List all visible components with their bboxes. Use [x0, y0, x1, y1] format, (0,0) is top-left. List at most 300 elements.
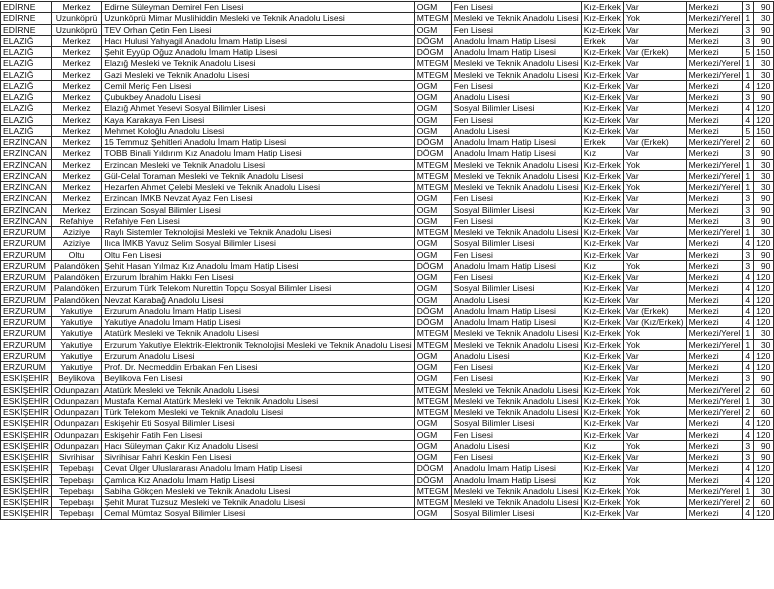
- table-row: [1, 182, 774, 193]
- province-cell: ERZİNCAN: [1, 159, 52, 170]
- school-type-cell: Anadolu Lisesi: [451, 350, 581, 361]
- quota-cell: 30: [754, 182, 774, 193]
- quota-cell: 150: [754, 125, 774, 136]
- student-gender-cell: Kız-Erkek: [581, 204, 623, 215]
- school-name-cell: Kaya Karakaya Fen Lisesi: [102, 114, 414, 125]
- district-cell: Aziziye: [51, 227, 101, 238]
- directorate-cell: OGM: [414, 272, 451, 283]
- dormitory-cell: Var: [623, 373, 686, 384]
- directorate-cell: MTEGM: [414, 182, 451, 193]
- dormitory-cell: Yok: [623, 440, 686, 451]
- class-count-cell: 5: [743, 47, 754, 58]
- directorate-cell: MTEGM: [414, 395, 451, 406]
- school-name-cell: Erzincan İMKB Nevzat Ayaz Fen Lisesi: [102, 193, 414, 204]
- school-name-cell: Erzincan Sosyal Bilimler Lisesi: [102, 204, 414, 215]
- directorate-cell: OGM: [414, 440, 451, 451]
- district-cell: Merkez: [51, 204, 101, 215]
- student-gender-cell: Kız-Erkek: [581, 114, 623, 125]
- placement-type-cell: Merkezi/Yerel: [686, 182, 743, 193]
- school-name-cell: Sabiha Gökçen Mesleki ve Teknik Anadolu Lisesi: [102, 485, 414, 496]
- dormitory-cell: Var: [623, 350, 686, 361]
- placement-type-cell: Merkezi: [686, 47, 743, 58]
- province-cell: EDİRNE: [1, 13, 52, 24]
- province-cell: ERZURUM: [1, 249, 52, 260]
- student-gender-cell: Kız: [581, 260, 623, 271]
- class-count-cell: 4: [743, 294, 754, 305]
- table-row: [1, 227, 774, 238]
- district-cell: Palandöken: [51, 272, 101, 283]
- placement-type-cell: Merkezi: [686, 294, 743, 305]
- dormitory-cell: Var: [623, 2, 686, 13]
- school-type-cell: Fen Lisesi: [451, 114, 581, 125]
- school-name-cell: Elazığ Mesleki ve Teknik Anadolu Lisesi: [102, 58, 414, 69]
- quota-cell: 30: [754, 485, 774, 496]
- school-type-cell: Fen Lisesi: [451, 2, 581, 13]
- dormitory-cell: Var: [623, 114, 686, 125]
- dormitory-cell: Yok: [623, 328, 686, 339]
- quota-cell: 30: [754, 339, 774, 350]
- district-cell: Merkez: [51, 35, 101, 46]
- student-gender-cell: Kız-Erkek: [581, 452, 623, 463]
- school-name-cell: Erzurum Anadolu İmam Hatip Lisesi: [102, 305, 414, 316]
- school-type-cell: Mesleki ve Teknik Anadolu Lisesi: [451, 395, 581, 406]
- student-gender-cell: Kız-Erkek: [581, 339, 623, 350]
- dormitory-cell: Yok: [623, 384, 686, 395]
- dormitory-cell: Var: [623, 362, 686, 373]
- placement-type-cell: Merkezi/Yerel: [686, 339, 743, 350]
- student-gender-cell: Kız-Erkek: [581, 92, 623, 103]
- directorate-cell: OGM: [414, 103, 451, 114]
- school-type-cell: Mesleki ve Teknik Anadolu Lisesi: [451, 13, 581, 24]
- class-count-cell: 4: [743, 474, 754, 485]
- table-row: [1, 328, 774, 339]
- district-cell: Yakutiye: [51, 317, 101, 328]
- student-gender-cell: Kız-Erkek: [581, 170, 623, 181]
- quota-cell: 120: [754, 463, 774, 474]
- dormitory-cell: Yok: [623, 407, 686, 418]
- placement-type-cell: Merkezi: [686, 373, 743, 384]
- dormitory-cell: Yok: [623, 182, 686, 193]
- quota-cell: 120: [754, 317, 774, 328]
- class-count-cell: 3: [743, 373, 754, 384]
- dormitory-cell: Var: [623, 80, 686, 91]
- school-name-cell: Gazi Mesleki ve Teknik Anadolu Lisesi: [102, 69, 414, 80]
- table-row: [1, 137, 774, 148]
- school-name-cell: Hezarfen Ahmet Çelebi Mesleki ve Teknik Anadolu Lisesi: [102, 182, 414, 193]
- student-gender-cell: Kız-Erkek: [581, 227, 623, 238]
- school-type-cell: Anadolu Lisesi: [451, 125, 581, 136]
- student-gender-cell: Kız-Erkek: [581, 47, 623, 58]
- student-gender-cell: Kız-Erkek: [581, 80, 623, 91]
- school-name-cell: Çamlıca Kız Anadolu İmam Hatip Lisesi: [102, 474, 414, 485]
- placement-type-cell: Merkezi: [686, 272, 743, 283]
- quota-cell: 120: [754, 350, 774, 361]
- school-name-cell: Prof. Dr. Necmeddin Erbakan Fen Lisesi: [102, 362, 414, 373]
- class-count-cell: 1: [743, 328, 754, 339]
- dormitory-cell: Var: [623, 463, 686, 474]
- directorate-cell: OGM: [414, 92, 451, 103]
- province-cell: ESKİŞEHİR: [1, 508, 52, 519]
- school-type-cell: Anadolu İmam Hatip Lisesi: [451, 305, 581, 316]
- province-cell: ERZİNCAN: [1, 204, 52, 215]
- school-type-cell: Fen Lisesi: [451, 80, 581, 91]
- directorate-cell: OGM: [414, 418, 451, 429]
- school-type-cell: Mesleki ve Teknik Anadolu Lisesi: [451, 69, 581, 80]
- school-name-cell: Erzurum Yakutiye Elektrik-Elektronik Teknolojisi Mesleki ve Teknik Anadolu Lisesi: [102, 339, 414, 350]
- district-cell: Merkez: [51, 193, 101, 204]
- placement-type-cell: Merkezi/Yerel: [686, 395, 743, 406]
- school-name-cell: Elazığ Ahmet Yesevi Sosyal Bilimler Lisesi: [102, 103, 414, 114]
- student-gender-cell: Kız-Erkek: [581, 294, 623, 305]
- district-cell: Yakutiye: [51, 339, 101, 350]
- school-name-cell: Cemil Meriç Fen Lisesi: [102, 80, 414, 91]
- class-count-cell: 3: [743, 2, 754, 13]
- dormitory-cell: Var: [623, 227, 686, 238]
- school-type-cell: Anadolu İmam Hatip Lisesi: [451, 474, 581, 485]
- table-row: [1, 283, 774, 294]
- directorate-cell: OGM: [414, 249, 451, 260]
- quota-cell: 120: [754, 294, 774, 305]
- school-name-cell: Mehmet Koloğlu Anadolu Lisesi: [102, 125, 414, 136]
- placement-type-cell: Merkezi: [686, 260, 743, 271]
- table-row: [1, 418, 774, 429]
- placement-type-cell: Merkezi: [686, 193, 743, 204]
- class-count-cell: 4: [743, 362, 754, 373]
- school-name-cell: Gül-Celal Toraman Mesleki ve Teknik Anadolu Lisesi: [102, 170, 414, 181]
- placement-type-cell: Merkezi/Yerel: [686, 170, 743, 181]
- directorate-cell: MTEGM: [414, 227, 451, 238]
- directorate-cell: OGM: [414, 429, 451, 440]
- school-type-cell: Mesleki ve Teknik Anadolu Lisesi: [451, 182, 581, 193]
- class-count-cell: 3: [743, 452, 754, 463]
- district-cell: Beylikova: [51, 373, 101, 384]
- province-cell: ERZURUM: [1, 238, 52, 249]
- district-cell: Merkez: [51, 92, 101, 103]
- school-type-cell: Anadolu İmam Hatip Lisesi: [451, 47, 581, 58]
- quota-cell: 90: [754, 193, 774, 204]
- class-count-cell: 4: [743, 114, 754, 125]
- placement-type-cell: Merkezi: [686, 215, 743, 226]
- directorate-cell: OGM: [414, 452, 451, 463]
- dormitory-cell: Var: [623, 92, 686, 103]
- directorate-cell: OGM: [414, 215, 451, 226]
- table-row: [1, 148, 774, 159]
- student-gender-cell: Kız-Erkek: [581, 13, 623, 24]
- school-type-cell: Anadolu Lisesi: [451, 92, 581, 103]
- dormitory-cell: Var (Kız/Erkek): [623, 317, 686, 328]
- table-row: [1, 58, 774, 69]
- quota-cell: 120: [754, 238, 774, 249]
- dormitory-cell: Var: [623, 452, 686, 463]
- district-cell: Odunpazarı: [51, 395, 101, 406]
- student-gender-cell: Kız-Erkek: [581, 463, 623, 474]
- directorate-cell: OGM: [414, 114, 451, 125]
- class-count-cell: 1: [743, 170, 754, 181]
- student-gender-cell: Kız-Erkek: [581, 249, 623, 260]
- district-cell: Aziziye: [51, 238, 101, 249]
- dormitory-cell: Yok: [623, 339, 686, 350]
- quota-cell: 120: [754, 80, 774, 91]
- district-cell: Yakutiye: [51, 305, 101, 316]
- directorate-cell: DÖGM: [414, 474, 451, 485]
- student-gender-cell: Kız-Erkek: [581, 508, 623, 519]
- quota-cell: 30: [754, 159, 774, 170]
- school-type-cell: Mesleki ve Teknik Anadolu Lisesi: [451, 159, 581, 170]
- placement-type-cell: Merkezi: [686, 92, 743, 103]
- placement-type-cell: Merkezi: [686, 418, 743, 429]
- class-count-cell: 2: [743, 384, 754, 395]
- student-gender-cell: Kız-Erkek: [581, 58, 623, 69]
- directorate-cell: MTEGM: [414, 13, 451, 24]
- dormitory-cell: Yok: [623, 13, 686, 24]
- class-count-cell: 3: [743, 92, 754, 103]
- school-type-cell: Mesleki ve Teknik Anadolu Lisesi: [451, 227, 581, 238]
- dormitory-cell: Var: [623, 58, 686, 69]
- quota-cell: 120: [754, 272, 774, 283]
- province-cell: ERZİNCAN: [1, 182, 52, 193]
- school-type-cell: Sosyal Bilimler Lisesi: [451, 418, 581, 429]
- province-cell: ERZURUM: [1, 305, 52, 316]
- province-cell: ESKİŞEHİR: [1, 395, 52, 406]
- school-name-cell: Şehit Murat Tuzsuz Mesleki ve Teknik Anadolu Lisesi: [102, 497, 414, 508]
- student-gender-cell: Kız-Erkek: [581, 350, 623, 361]
- province-cell: ERZURUM: [1, 272, 52, 283]
- school-name-cell: Erzincan Mesleki ve Teknik Anadolu Lisesi: [102, 159, 414, 170]
- district-cell: Odunpazarı: [51, 418, 101, 429]
- school-name-cell: Eskişehir Eti Sosyal Bilimler Lisesi: [102, 418, 414, 429]
- school-name-cell: Nevzat Karabağ Anadolu Lisesi: [102, 294, 414, 305]
- school-name-cell: Atatürk Mesleki ve Teknik Anadolu Lisesi: [102, 328, 414, 339]
- class-count-cell: 4: [743, 272, 754, 283]
- student-gender-cell: Kız-Erkek: [581, 328, 623, 339]
- table-row: [1, 249, 774, 260]
- quota-cell: 60: [754, 497, 774, 508]
- quota-cell: 90: [754, 148, 774, 159]
- school-name-cell: Hacı Süleyman Çakır Kız Anadolu Lisesi: [102, 440, 414, 451]
- dormitory-cell: Var: [623, 103, 686, 114]
- student-gender-cell: Kız-Erkek: [581, 215, 623, 226]
- directorate-cell: OGM: [414, 350, 451, 361]
- dormitory-cell: Var: [623, 204, 686, 215]
- school-name-cell: Erzurum Türk Telekom Nurettin Topçu Sosyal Bilimler Lisesi: [102, 283, 414, 294]
- province-cell: ELAZIĞ: [1, 114, 52, 125]
- school-name-cell: Şehit Hasan Yılmaz Kız Anadolu İmam Hatip Lisesi: [102, 260, 414, 271]
- province-cell: ESKİŞEHİR: [1, 407, 52, 418]
- directorate-cell: DÖGM: [414, 47, 451, 58]
- dormitory-cell: Var: [623, 283, 686, 294]
- school-name-cell: Edirne Süleyman Demirel Fen Lisesi: [102, 2, 414, 13]
- district-cell: Odunpazarı: [51, 384, 101, 395]
- table-row: [1, 508, 774, 519]
- placement-type-cell: Merkezi/Yerel: [686, 384, 743, 395]
- table-row: [1, 13, 774, 24]
- class-count-cell: 4: [743, 418, 754, 429]
- table-row: [1, 429, 774, 440]
- province-cell: ESKİŞEHİR: [1, 463, 52, 474]
- dormitory-cell: Var: [623, 193, 686, 204]
- province-cell: ERZİNCAN: [1, 193, 52, 204]
- school-name-cell: 15 Temmuz Şehitleri Anadolu İmam Hatip Lisesi: [102, 137, 414, 148]
- directorate-cell: OGM: [414, 283, 451, 294]
- class-count-cell: 3: [743, 249, 754, 260]
- quota-cell: 90: [754, 2, 774, 13]
- school-type-cell: Anadolu Lisesi: [451, 440, 581, 451]
- table-row: [1, 384, 774, 395]
- school-type-cell: Fen Lisesi: [451, 452, 581, 463]
- placement-type-cell: Merkezi: [686, 283, 743, 294]
- placement-type-cell: Merkezi: [686, 148, 743, 159]
- dormitory-cell: Var: [623, 249, 686, 260]
- student-gender-cell: Kız-Erkek: [581, 182, 623, 193]
- placement-type-cell: Merkezi/Yerel: [686, 137, 743, 148]
- quota-cell: 90: [754, 24, 774, 35]
- student-gender-cell: Kız: [581, 148, 623, 159]
- placement-type-cell: Merkezi/Yerel: [686, 485, 743, 496]
- province-cell: EDİRNE: [1, 2, 52, 13]
- table-row: [1, 92, 774, 103]
- directorate-cell: MTEGM: [414, 159, 451, 170]
- district-cell: Odunpazarı: [51, 429, 101, 440]
- placement-type-cell: Merkezi: [686, 114, 743, 125]
- province-cell: ERZİNCAN: [1, 148, 52, 159]
- directorate-cell: MTEGM: [414, 170, 451, 181]
- province-cell: ERZURUM: [1, 362, 52, 373]
- school-name-cell: Erzurum İbrahim Hakkı Fen Lisesi: [102, 272, 414, 283]
- class-count-cell: 3: [743, 148, 754, 159]
- school-type-cell: Fen Lisesi: [451, 24, 581, 35]
- dormitory-cell: Yok: [623, 485, 686, 496]
- dormitory-cell: Yok: [623, 395, 686, 406]
- quota-cell: 90: [754, 440, 774, 451]
- table-row: [1, 159, 774, 170]
- district-cell: Uzunköprü: [51, 13, 101, 24]
- quota-cell: 120: [754, 103, 774, 114]
- class-count-cell: 2: [743, 137, 754, 148]
- directorate-cell: OGM: [414, 238, 451, 249]
- school-type-cell: Mesleki ve Teknik Anadolu Lisesi: [451, 58, 581, 69]
- placement-type-cell: Merkezi: [686, 2, 743, 13]
- directorate-cell: MTEGM: [414, 384, 451, 395]
- table-row: [1, 103, 774, 114]
- table-row: [1, 260, 774, 271]
- student-gender-cell: Kız-Erkek: [581, 497, 623, 508]
- placement-type-cell: Merkezi: [686, 24, 743, 35]
- table-row: [1, 47, 774, 58]
- placement-type-cell: Merkezi/Yerel: [686, 69, 743, 80]
- quota-cell: 120: [754, 508, 774, 519]
- table-row: [1, 272, 774, 283]
- school-type-cell: Fen Lisesi: [451, 272, 581, 283]
- directorate-cell: DÖGM: [414, 137, 451, 148]
- class-count-cell: 1: [743, 13, 754, 24]
- school-name-cell: Ilıca İMKB Yavuz Selim Sosyal Bilimler Lisesi: [102, 238, 414, 249]
- school-name-cell: Raylı Sistemler Teknolojisi Mesleki ve Teknik Anadolu Lisesi: [102, 227, 414, 238]
- student-gender-cell: Kız-Erkek: [581, 283, 623, 294]
- school-name-cell: Uzunköprü Mimar Muslihiddin Mesleki ve Teknik Anadolu Lisesi: [102, 13, 414, 24]
- class-count-cell: 1: [743, 182, 754, 193]
- directorate-cell: OGM: [414, 373, 451, 384]
- district-cell: Oltu: [51, 249, 101, 260]
- school-type-cell: Anadolu İmam Hatip Lisesi: [451, 137, 581, 148]
- placement-type-cell: Merkezi/Yerel: [686, 159, 743, 170]
- quota-cell: 120: [754, 305, 774, 316]
- school-type-cell: Mesleki ve Teknik Anadolu Lisesi: [451, 328, 581, 339]
- province-cell: ESKİŞEHİR: [1, 474, 52, 485]
- school-name-cell: Refahiye Fen Lisesi: [102, 215, 414, 226]
- table-row: [1, 350, 774, 361]
- province-cell: ERZURUM: [1, 350, 52, 361]
- table-row: [1, 463, 774, 474]
- quota-cell: 90: [754, 249, 774, 260]
- table-row: [1, 305, 774, 316]
- district-cell: Sivrihisar: [51, 452, 101, 463]
- province-cell: ESKİŞEHİR: [1, 452, 52, 463]
- directorate-cell: OGM: [414, 24, 451, 35]
- student-gender-cell: Kız: [581, 440, 623, 451]
- dormitory-cell: Yok: [623, 497, 686, 508]
- dormitory-cell: Var: [623, 272, 686, 283]
- student-gender-cell: Kız-Erkek: [581, 159, 623, 170]
- province-cell: ERZİNCAN: [1, 215, 52, 226]
- placement-type-cell: Merkezi: [686, 305, 743, 316]
- province-cell: ERZURUM: [1, 283, 52, 294]
- school-type-cell: Fen Lisesi: [451, 373, 581, 384]
- quota-cell: 30: [754, 69, 774, 80]
- placement-type-cell: Merkezi/Yerel: [686, 407, 743, 418]
- district-cell: Odunpazarı: [51, 407, 101, 418]
- class-count-cell: 2: [743, 407, 754, 418]
- dormitory-cell: Var: [623, 418, 686, 429]
- school-type-cell: Fen Lisesi: [451, 193, 581, 204]
- dormitory-cell: Var: [623, 429, 686, 440]
- placement-type-cell: Merkezi: [686, 103, 743, 114]
- quota-cell: 60: [754, 384, 774, 395]
- province-cell: ERZURUM: [1, 339, 52, 350]
- district-cell: Uzunköprü: [51, 24, 101, 35]
- quota-cell: 120: [754, 283, 774, 294]
- table-row: [1, 204, 774, 215]
- student-gender-cell: Kız-Erkek: [581, 485, 623, 496]
- school-type-cell: Anadolu İmam Hatip Lisesi: [451, 463, 581, 474]
- student-gender-cell: Kız-Erkek: [581, 2, 623, 13]
- school-name-cell: Şehit Eyyüp Oğuz Anadolu İmam Hatip Lisesi: [102, 47, 414, 58]
- school-type-cell: Fen Lisesi: [451, 362, 581, 373]
- placement-type-cell: Merkezi: [686, 508, 743, 519]
- district-cell: Palandöken: [51, 260, 101, 271]
- quota-cell: 60: [754, 137, 774, 148]
- province-cell: ELAZIĞ: [1, 103, 52, 114]
- dormitory-cell: Yok: [623, 474, 686, 485]
- table-row: [1, 395, 774, 406]
- school-name-cell: Cevat Ülger Uluslararası Anadolu İmam Hatip Lisesi: [102, 463, 414, 474]
- class-count-cell: 4: [743, 238, 754, 249]
- district-cell: Palandöken: [51, 294, 101, 305]
- school-name-cell: Atatürk Mesleki ve Teknik Anadolu Lisesi: [102, 384, 414, 395]
- placement-type-cell: Merkezi: [686, 249, 743, 260]
- class-count-cell: 4: [743, 283, 754, 294]
- school-name-cell: Hacı Hulusi Yahyagil Anadolu İmam Hatip Lisesi: [102, 35, 414, 46]
- district-cell: Merkez: [51, 159, 101, 170]
- directorate-cell: OGM: [414, 2, 451, 13]
- school-type-cell: Anadolu İmam Hatip Lisesi: [451, 260, 581, 271]
- class-count-cell: 3: [743, 215, 754, 226]
- school-type-cell: Fen Lisesi: [451, 215, 581, 226]
- placement-type-cell: Merkezi: [686, 350, 743, 361]
- placement-type-cell: Merkezi: [686, 238, 743, 249]
- quota-cell: 90: [754, 452, 774, 463]
- quota-cell: 30: [754, 227, 774, 238]
- placement-type-cell: Merkezi/Yerel: [686, 497, 743, 508]
